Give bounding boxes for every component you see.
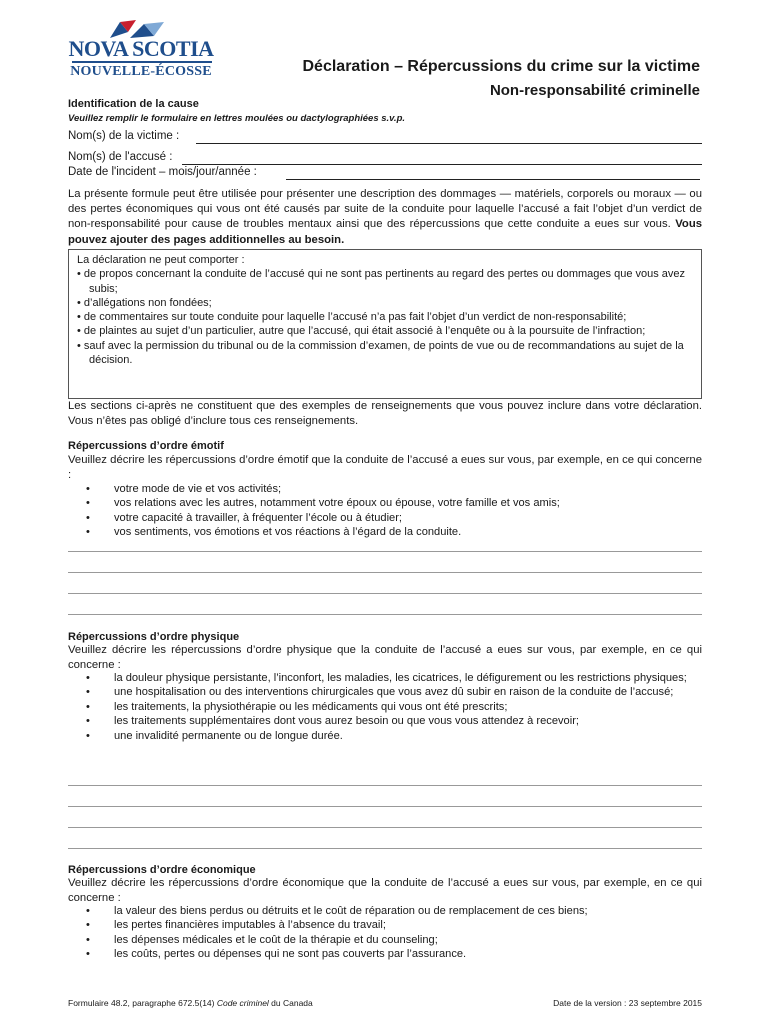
- accused-field[interactable]: [68, 151, 172, 163]
- footer-version-date: Date de la version : 23 septembre 2015: [553, 998, 702, 1008]
- victim-field[interactable]: [68, 130, 179, 142]
- economic-desc: Veuillez décrire les répercussions d’ordre économique que la conduite de l’accusé a eues sur vous, par exemple, en ce qui concerne :: [68, 877, 702, 905]
- list-item: • les dépenses médicales et le coût de la thérapie et du counseling;: [86, 933, 438, 946]
- physical-desc: Veuillez décrire les répercussions d’ordre physique que la conduite de l’accusé a eues sur vous, par exemple, en ce qui concerne :: [68, 644, 702, 672]
- page-subtitle: Non-responsabilité criminelle: [489, 82, 700, 99]
- identification-heading: Identification de la cause: [68, 98, 199, 110]
- instruction-text: Veuillez remplir le formulaire en lettres moulées ou dactylographiées s.v.p.: [68, 113, 406, 124]
- page-title: Déclaration – Répercussions du crime sur la victime: [302, 58, 700, 75]
- box-item: • sauf avec la permission du tribunal ou de la commission d’examen, de points de vue ou de recommandations au sujet de la décision.: [77, 339, 684, 367]
- physical-heading: Répercussions d’ordre physique: [68, 631, 240, 643]
- emotional-heading: Répercussions d’ordre émotif: [68, 440, 224, 452]
- date-field[interactable]: [68, 166, 257, 178]
- box-item: • de commentaires sur toute conduite pour laquelle l’accusé n’a pas fait l’objet d’un verdict de non-responsabilité;: [77, 311, 627, 324]
- sections-note: Les sections ci-après ne constituent que des exemples de renseignements que vous pouvez inclure dans votre déclaration. Vous n’êtes pas obligé d’inclure tous ces renseignements.: [68, 400, 702, 428]
- date-line[interactable]: [286, 179, 700, 180]
- list-item: • la valeur des biens perdus ou détruits et le coût de réparation ou de remplacement de ces biens;: [86, 905, 588, 917]
- answer-line[interactable]: [68, 848, 702, 849]
- list-item: • les traitements, la physiothérapie ou les médicaments qui vous ont été prescrits;: [86, 700, 508, 713]
- date-label: Date de l'incident – mois/jour/année :: [68, 166, 257, 178]
- logo-line2: NOUVELLE-ÉCOSSE: [70, 64, 212, 79]
- answer-line[interactable]: [68, 785, 702, 786]
- list-item: • les coûts, pertes ou dépenses qui ne sont pas couverts par l’assurance.: [86, 948, 467, 961]
- accused-label: Nom(s) de l'accusé :: [68, 151, 173, 163]
- answer-line[interactable]: [68, 572, 702, 573]
- intro-bold-text: Vous pouvez ajouter des pages additionnelles au besoin.: [68, 218, 702, 246]
- economic-list: [86, 904, 706, 962]
- victim-line[interactable]: [196, 143, 702, 144]
- accused-line[interactable]: [182, 164, 702, 165]
- nova-scotia-logo: [66, 18, 218, 82]
- victim-label: Nom(s) de la victime :: [68, 130, 180, 142]
- logo-line1: NOVA SCOTIA: [68, 36, 214, 61]
- answer-line[interactable]: [68, 806, 702, 807]
- answer-line[interactable]: [68, 593, 702, 594]
- box-item: • de propos concernant la conduite de l’accusé qui ne sont pas pertinents au regard des pertes ou dommages que vous avez subis;: [77, 268, 686, 295]
- answer-line[interactable]: [68, 551, 702, 552]
- intro-text: La présente formule peut être utilisée pour présenter une description des dommages — matériels, corporels ou moraux — ou des pertes économiques qui vous ont été causés par suite de la conduite pour laquelle l’accusé a fait l’objet d’un verdict de non-responsabilité pour cause de troubles mentaux ainsi que des répercussions que cette conduite a eues sur vous.: [68, 188, 702, 231]
- list-item: • vos relations avec les autres, notamment votre époux ou épouse, votre famille et vos amis;: [86, 497, 560, 510]
- list-item: • les traitements supplémentaires dont vous aurez besoin ou que vous vous attendez à recevoir;: [86, 715, 579, 728]
- emotional-list: [86, 482, 706, 540]
- answer-line[interactable]: [68, 614, 702, 615]
- list-item: • les pertes financières imputables à l’absence du travail;: [86, 919, 386, 932]
- list-item: • une invalidité permanente ou de longue durée.: [86, 729, 343, 742]
- physical-list: [86, 671, 706, 743]
- box-item: • d’allégations non fondées;: [77, 296, 212, 309]
- list-item: • une hospitalisation ou des interventions chirurgicales que vous avez dû subir en raison de la conduite de l’accusé;: [86, 686, 674, 699]
- intro-paragraph: [68, 187, 702, 248]
- box-item: • de plaintes au sujet d’un particulier, autre que l’accusé, qui était associé à l’enquête ou à la poursuite de l’infraction;: [77, 325, 646, 338]
- list-item: • votre capacité à travailler, à fréquenter l’école ou à étudier;: [86, 511, 402, 524]
- answer-line[interactable]: [68, 827, 702, 828]
- restrictions-box: [68, 249, 702, 399]
- footer-form-reference: Formulaire 48.2, paragraphe 672.5(14) Code criminel du Canada: [68, 998, 313, 1008]
- box-heading: La déclaration ne peut comporter :: [77, 254, 245, 266]
- list-item: • la douleur physique persistante, l’inconfort, les maladies, les cicatrices, le défigurement ou les restrictions physiques;: [86, 672, 687, 684]
- logo-bar: [72, 61, 212, 63]
- economic-heading: Répercussions d’ordre économique: [68, 864, 256, 876]
- emotional-desc: Veuillez décrire les répercussions d’ordre émotif que la conduite de l’accusé a eues sur vous, par exemple, en ce qui concerne :: [68, 454, 702, 482]
- list-item: • vos sentiments, vos émotions et vos réactions à l’égard de la conduite.: [86, 526, 462, 539]
- list-item: • votre mode de vie et vos activités;: [86, 483, 282, 495]
